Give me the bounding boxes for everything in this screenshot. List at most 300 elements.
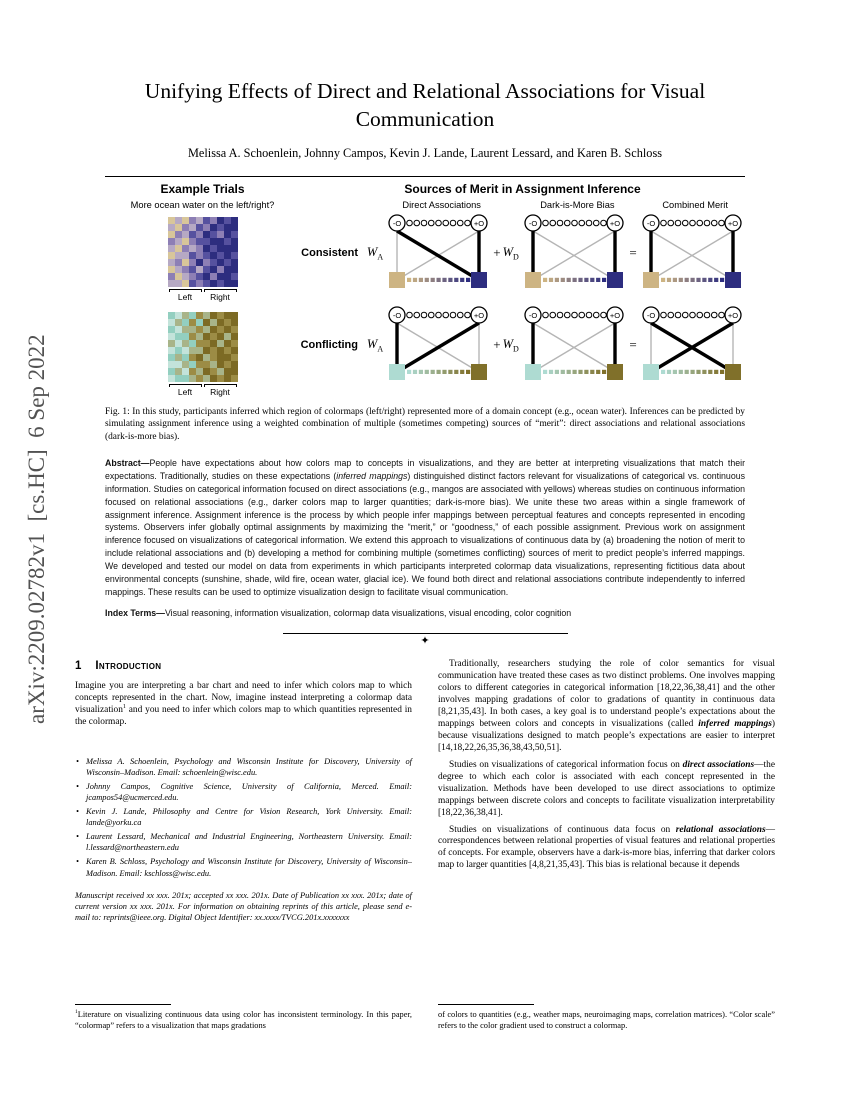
text-segment: —the degree to which each color is associated with each concept represented in the visualization. Methods have been developed to use direct associations to optimize mappings between discrete colors and concepts to facilitate visualization interpretability [18,22,36,38,41]. (438, 759, 775, 818)
colormap-cell (217, 375, 224, 382)
left-label: Left (177, 387, 193, 398)
manuscript-note: Manuscript received xx xxx. 201x; accepted xx xxx. 201x. Date of Publication xx xxx. 201x; date of current version xx xxx. 201x. For information on obtaining reprints of this article, please send e-mail to: reprints@ieee.org. Digital Object Identifier: xx.xxxx/TVCG.201x.xxxxxxx (75, 890, 412, 922)
colormap-cell (203, 217, 210, 224)
colormap-cell (189, 252, 196, 259)
plus-wd-group (488, 337, 524, 354)
merit-graph-svg (388, 214, 488, 292)
colormap-cell (210, 266, 217, 273)
two-column-body (75, 659, 775, 1031)
colormap-cell (182, 238, 189, 245)
colormap-cell (217, 312, 224, 319)
merit-diagram-dark-is-more-conflicting (524, 306, 624, 384)
section-separator (75, 633, 775, 647)
colormap-cell (203, 238, 210, 245)
weight-wd-label (503, 337, 519, 354)
colormap-cell (182, 333, 189, 340)
equals-operator: = (629, 245, 637, 261)
plus-wd-group (488, 245, 524, 262)
colormap-cell (168, 252, 175, 259)
colormap-cell (189, 238, 196, 245)
colormap-cell (182, 312, 189, 319)
left-label: Left (177, 292, 193, 303)
svg-text:-O: -O (392, 311, 402, 321)
colormap-cell (168, 347, 175, 354)
colormap-cell (189, 245, 196, 252)
col-header-combined: Combined Merit (662, 200, 728, 211)
colormap-cell (196, 333, 203, 340)
weight-symbol: W (502, 244, 513, 259)
colormap-cell (217, 333, 224, 340)
colormap-cell (168, 368, 175, 375)
colormap-cell (182, 354, 189, 361)
colormap-cell (182, 224, 189, 231)
colormap-cell (175, 326, 182, 333)
svg-text:+O: +O (473, 311, 485, 321)
right-label: Right (210, 292, 230, 303)
weight-subscript: A (377, 252, 384, 262)
colormap-cell (168, 266, 175, 273)
colormap-cell (168, 340, 175, 347)
weight-symbol: W (366, 244, 378, 259)
colormap-cell (217, 368, 224, 375)
weight-symbol: W (366, 336, 378, 351)
colormap-cell (210, 273, 217, 280)
colormap-cell (217, 224, 224, 231)
svg-text:+O: +O (473, 219, 485, 229)
header-gap (627, 200, 645, 210)
colormap-cell (210, 375, 217, 382)
trial-conflicting (105, 312, 300, 397)
svg-text:+O: +O (609, 219, 621, 229)
colormap-cell (175, 259, 182, 266)
colormap-cell (210, 347, 217, 354)
colormap-cell (168, 231, 175, 238)
colormap-cell (175, 231, 182, 238)
colormap-cell (182, 326, 189, 333)
text-segment: Literature on visualizing continuous data using color has inconsistent terminology. In this paper, “colormap” refers to a visualization that maps gradations (75, 1010, 412, 1031)
colormap-cell (210, 326, 217, 333)
example-trials-panel (105, 200, 300, 397)
colormap-cell (224, 252, 231, 259)
right-label: Right (210, 387, 230, 398)
colormap-cell (182, 347, 189, 354)
svg-text:-O: -O (646, 219, 656, 229)
merit-graph-svg (642, 306, 742, 384)
colormap-cell (231, 354, 238, 361)
colormap-cell (224, 326, 231, 333)
merit-diagram-direct-conflicting (388, 306, 488, 384)
colormap-cell (196, 217, 203, 224)
colormap-cell (224, 340, 231, 347)
colormap-cell (203, 266, 210, 273)
colormap-cell (175, 347, 182, 354)
text-segment: Visual reasoning, information visualization, colormap data visualizations, visual encoding, color cognition (164, 608, 572, 619)
colormap-cell (210, 361, 217, 368)
colormap-cell (210, 252, 217, 259)
colormap-cell (175, 368, 182, 375)
colormap-cell (203, 280, 210, 287)
colormap-cell (224, 280, 231, 287)
text-segment: inferred mappings (336, 471, 408, 482)
colormap-cell (217, 259, 224, 266)
colormap-cell (224, 273, 231, 280)
colormap-cell (231, 312, 238, 319)
colormap-cell (217, 280, 224, 287)
merit-graph-svg (642, 214, 742, 292)
colormap-cell (224, 231, 231, 238)
equals-operator: = (629, 337, 637, 353)
figure-1 (105, 176, 745, 397)
footnote-right: of colors to quantities (e.g., weather maps, neuroimaging maps, correlation matrices). “Color scale” refers to the color gradient used to construct a colormap. (438, 1010, 775, 1031)
diamond-ornament-icon: ✦ (420, 635, 430, 648)
colormap-cell (168, 273, 175, 280)
colormap-cell (196, 245, 203, 252)
colormap-cell (224, 368, 231, 375)
colormap-cell (196, 312, 203, 319)
body-paragraph (438, 659, 775, 755)
merit-row-conflicting (300, 306, 745, 384)
colormap-cell (175, 245, 182, 252)
colormap-cell (182, 273, 189, 280)
colormap-cell (168, 238, 175, 245)
left-right-labels (169, 292, 237, 302)
weight-subscript: A (377, 344, 384, 354)
colormap-cell (231, 280, 238, 287)
plus-operator: + (493, 337, 501, 353)
colormap-cell (210, 340, 217, 347)
colormap-cell (189, 280, 196, 287)
colormap-cell (189, 231, 196, 238)
colormap-cell (189, 326, 196, 333)
index-terms (105, 608, 745, 618)
colormap-cell (231, 319, 238, 326)
colormap-cell (224, 266, 231, 273)
colormap-cell (175, 333, 182, 340)
colormap-cell (217, 238, 224, 245)
colormap-cell (217, 361, 224, 368)
separator-rule (283, 633, 568, 634)
merit-diagram-dark-is-more-consistent (524, 214, 624, 292)
colormap-cell (231, 340, 238, 347)
colormap-cell (203, 224, 210, 231)
colormap-cell (210, 238, 217, 245)
colormap-cell (189, 259, 196, 266)
weight-symbol: W (502, 336, 513, 351)
colormap-cell (210, 280, 217, 287)
colormap-cell (203, 273, 210, 280)
colormap-cell (196, 361, 203, 368)
colormap-cell (182, 361, 189, 368)
colormap-cell (210, 224, 217, 231)
colormap-cell (182, 252, 189, 259)
colormap-cell (217, 326, 224, 333)
colormap-cell (231, 266, 238, 273)
merit-row-consistent (300, 214, 745, 292)
colormap-cell (203, 368, 210, 375)
colormap-cell (196, 368, 203, 375)
colormap-cell (182, 375, 189, 382)
figure-top-rule (105, 176, 745, 177)
colormap-cell (224, 312, 231, 319)
svg-text:+O: +O (609, 311, 621, 321)
merit-graph-svg (524, 306, 624, 384)
section-heading-introduction (75, 659, 412, 674)
body-paragraph (438, 825, 775, 873)
colormap-cell (168, 333, 175, 340)
text-segment: People have expectations about how colors map to concepts in visualizations, and they are better at interpreting visualizations that match their expectations. Traditionally, studies on these expectations ( (105, 458, 745, 482)
row-label-consistent: Consistent (301, 247, 358, 260)
header-gap (492, 200, 528, 210)
colormap-cell (231, 238, 238, 245)
svg-text:-O: -O (646, 311, 656, 321)
weight-wd-label (503, 245, 519, 262)
merit-graph-svg (388, 306, 488, 384)
colormap-cell (217, 266, 224, 273)
colormap-cell (217, 245, 224, 252)
colormap-cell (210, 354, 217, 361)
author-note: • Karen B. Schloss, Psychology and Wisconsin Institute for Discovery, University of Wisconsin–Madison. Email: kschloss@wisc.edu. (75, 856, 412, 878)
body-paragraph (438, 760, 775, 820)
colormap-cell (231, 333, 238, 340)
text-segment: relational associations (675, 824, 766, 835)
colormap-conflicting (168, 312, 238, 382)
left-column (75, 659, 412, 1031)
row-label-conflicting: Conflicting (300, 339, 358, 352)
footnote-rule (75, 1004, 171, 1005)
colormap-cell (189, 368, 196, 375)
intro-paragraph (75, 681, 412, 729)
colormap-cell (189, 361, 196, 368)
colormap-cell (203, 259, 210, 266)
colormap-cell (175, 280, 182, 287)
colormap-cell (175, 340, 182, 347)
figure-right-header: Sources of Merit in Assignment Inference (404, 182, 641, 197)
colormap-cell (168, 245, 175, 252)
arxiv-watermark: arXiv:2209.02782v1 [cs.HC] 6 Sep 2022 (24, 334, 49, 725)
colormap-cell (196, 231, 203, 238)
colormap-cell (175, 354, 182, 361)
svg-text:+O: +O (727, 311, 739, 321)
colormap-cell (217, 273, 224, 280)
text-segment: —correspondences between relational properties of visual features and relational properties of concepts. For example, observers have a dark-is-more bias, inferring that darker colors map to larger quantities [4,8,21,35,43]. This bias is relational because it depends (438, 824, 775, 871)
colormap-cell (196, 224, 203, 231)
figure-body (105, 200, 745, 397)
colormap-cell (210, 312, 217, 319)
colormap-cell (168, 361, 175, 368)
colormap-cell (203, 326, 210, 333)
svg-text:-O: -O (392, 219, 402, 229)
weight-subscript: D (512, 344, 519, 354)
colormap-cell (224, 319, 231, 326)
colormap-cell (182, 259, 189, 266)
colormap-cell (224, 245, 231, 252)
footnote-rule (438, 1004, 534, 1005)
colormap-cell (196, 375, 203, 382)
colormap-cell (231, 361, 238, 368)
colormap-cell (231, 245, 238, 252)
plus-operator: + (493, 245, 501, 261)
colormap-cell (175, 252, 182, 259)
svg-text:-O: -O (528, 219, 538, 229)
colormap-cell (182, 280, 189, 287)
text-segment: 1 (75, 1009, 78, 1016)
colormap-cell (231, 368, 238, 375)
colormap-cell (182, 266, 189, 273)
author-line: Melissa A. Schoenlein, Johnny Campos, Kevin J. Lande, Laurent Lessard, and Karen B. Schloss (187, 146, 663, 161)
colormap-cell (217, 347, 224, 354)
colormap-cell (175, 266, 182, 273)
colormap-cell (196, 259, 203, 266)
colormap-cell (210, 333, 217, 340)
colormap-cell (224, 347, 231, 354)
colormap-cell (189, 340, 196, 347)
colormap-cell (175, 224, 182, 231)
text-segment: and you need to infer which colors map to which quantities represented in the colormap. (75, 704, 412, 727)
colormap-cell (231, 224, 238, 231)
colormap-cell (168, 224, 175, 231)
colormap-cell (224, 238, 231, 245)
colormap-cell (189, 319, 196, 326)
footnote-left (75, 1009, 412, 1031)
colormap-cell (231, 231, 238, 238)
colormap-cell (217, 319, 224, 326)
colormap-cell (196, 340, 203, 347)
colormap-cell (175, 273, 182, 280)
colormap-cell (231, 375, 238, 382)
right-column (438, 659, 775, 1031)
colormap-cell (203, 354, 210, 361)
colormap-cell (168, 259, 175, 266)
colormap-cell (196, 252, 203, 259)
author-note: • Kevin J. Lande, Philosophy and Centre for Vision Research, York University. Email: lande@yorku.ca (75, 806, 412, 828)
text-segment: ) because visualizations designed to match people’s expectations are easier to interpret [14,18,22,26,35,36,38,43,50,51]. (438, 719, 775, 753)
colormap-cell (175, 319, 182, 326)
colormap-cell (196, 347, 203, 354)
colormap-cell (189, 273, 196, 280)
colormap-cell (203, 347, 210, 354)
colormap-cell (196, 238, 203, 245)
colormap-cell (217, 354, 224, 361)
colormap-cell (210, 368, 217, 375)
colormap-cell (210, 217, 217, 224)
colormap-cell (231, 252, 238, 259)
colormap-cell (231, 217, 238, 224)
svg-text:-O: -O (528, 311, 538, 321)
colormap-cell (175, 375, 182, 382)
colormap-cell (217, 252, 224, 259)
weight-wa-label (362, 245, 388, 262)
colormap-cell (168, 312, 175, 319)
colormap-cell (231, 326, 238, 333)
colormap-cell (224, 361, 231, 368)
colormap-cell (203, 245, 210, 252)
colormap-cell (203, 312, 210, 319)
text-segment: Studies on visualizations of categorical information focus on (449, 759, 683, 770)
colormap-cell (196, 273, 203, 280)
colormap-cell (224, 333, 231, 340)
colormap-cell (203, 375, 210, 382)
colormap-cell (224, 375, 231, 382)
colormap-cell (175, 312, 182, 319)
author-affiliations-list (75, 756, 412, 882)
left-footnote-block (75, 1004, 412, 1031)
weight-wa-label (362, 337, 388, 354)
colormap-cell (224, 224, 231, 231)
text-segment: direct associations (682, 759, 755, 770)
trial-question: More ocean water on the left/right? (130, 200, 275, 211)
colormap-cell (189, 354, 196, 361)
colormap-cell (203, 333, 210, 340)
text-segment: Studies on visualizations of continuous data focus on (449, 824, 676, 835)
colormap-cell (210, 319, 217, 326)
colormap-cell (217, 231, 224, 238)
text-segment: Index Terms— (105, 608, 165, 619)
col-header-dark-is-more: Dark-is-More Bias (540, 200, 615, 211)
colormap-cell (175, 238, 182, 245)
figure-headers (105, 182, 745, 196)
colormap-cell (168, 280, 175, 287)
colormap-cell (203, 361, 210, 368)
text-segment: inferred mappings (698, 719, 772, 730)
colormap-cell (231, 347, 238, 354)
paper-title: Unifying Effects of Direct and Relational Associations for Visual Communication (144, 79, 706, 131)
colormap-cell (231, 273, 238, 280)
colormap-cell (182, 217, 189, 224)
colormap-cell (203, 252, 210, 259)
colormap-cell (203, 319, 210, 326)
colormap-cell (168, 217, 175, 224)
author-note: • Johnny Campos, Cognitive Science, University of California, Merced. Email: jcampos54@ucmerced.edu. (75, 781, 412, 803)
colormap-cell (217, 340, 224, 347)
text-segment: Traditionally, researchers studying the role of color semantics for visual communication have treated these cases as two distinct problems. One involves mapping colors to different categories in categorical information [18,22,36,38,41] and the other involves mapping gradations of color to gradations of quantity in continuous data [8,21,35,43]. In both cases, a key goal is to understand people’s expectations about the mappings between colors and concepts in visualizations (called (438, 659, 775, 730)
colormap-cell (196, 326, 203, 333)
merit-diagram-direct-consistent (388, 214, 488, 292)
colormap-cell (168, 326, 175, 333)
colormap-cell (224, 354, 231, 361)
abstract (105, 457, 745, 598)
colormap-cell (203, 340, 210, 347)
text-segment: Imagine you are interpreting a bar chart and need to infer which colors map to which concepts represented in the chart. Now, imagine instead interpreting a colormap data visualization (75, 680, 412, 715)
merit-column-headers (300, 200, 745, 210)
colormap-cell (203, 231, 210, 238)
text-segment: 1 (122, 703, 126, 710)
colormap-cell (168, 375, 175, 382)
colormap-cell (175, 217, 182, 224)
colormap-cell (189, 375, 196, 382)
author-note: • Laurent Lessard, Mechanical and Industrial Engineering, Northeastern University. Email: l.lessard@northeastern.edu (75, 831, 412, 853)
colormap-cell (175, 361, 182, 368)
colormap-cell (168, 319, 175, 326)
svg-text:+O: +O (727, 219, 739, 229)
figure-left-header: Example Trials (160, 182, 245, 197)
figure-caption: Fig. 1: In this study, participants inferred which region of colormaps (left/right) represented more of a domain concept (e.g., ocean water). Inferences can be predicted by simulating assignment inference using a weighted combination of multiple (sometimes competing) sources of “merit”: direct associations and relational associations (dark-is-more bias). (105, 407, 745, 442)
author-note: • Melissa A. Schoenlein, Psychology and Wisconsin Institute for Discovery, University of Wisconsin–Madison. Email: schoenlein@wisc.edu. (75, 756, 412, 778)
col-header-direct: Direct Associations (402, 200, 481, 211)
colormap-cell (210, 259, 217, 266)
merit-diagram-combined-conflicting (642, 306, 742, 384)
header-spacer (300, 200, 392, 210)
colormap-cell (182, 245, 189, 252)
colormap-cell (224, 259, 231, 266)
colormap-cell (210, 231, 217, 238)
colormap-cell (182, 340, 189, 347)
right-footnote-block (438, 1004, 775, 1031)
colormap-cell (189, 217, 196, 224)
colormap-cell (217, 217, 224, 224)
colormap-consistent (168, 217, 238, 287)
colormap-cell (224, 217, 231, 224)
colormap-cell (189, 347, 196, 354)
